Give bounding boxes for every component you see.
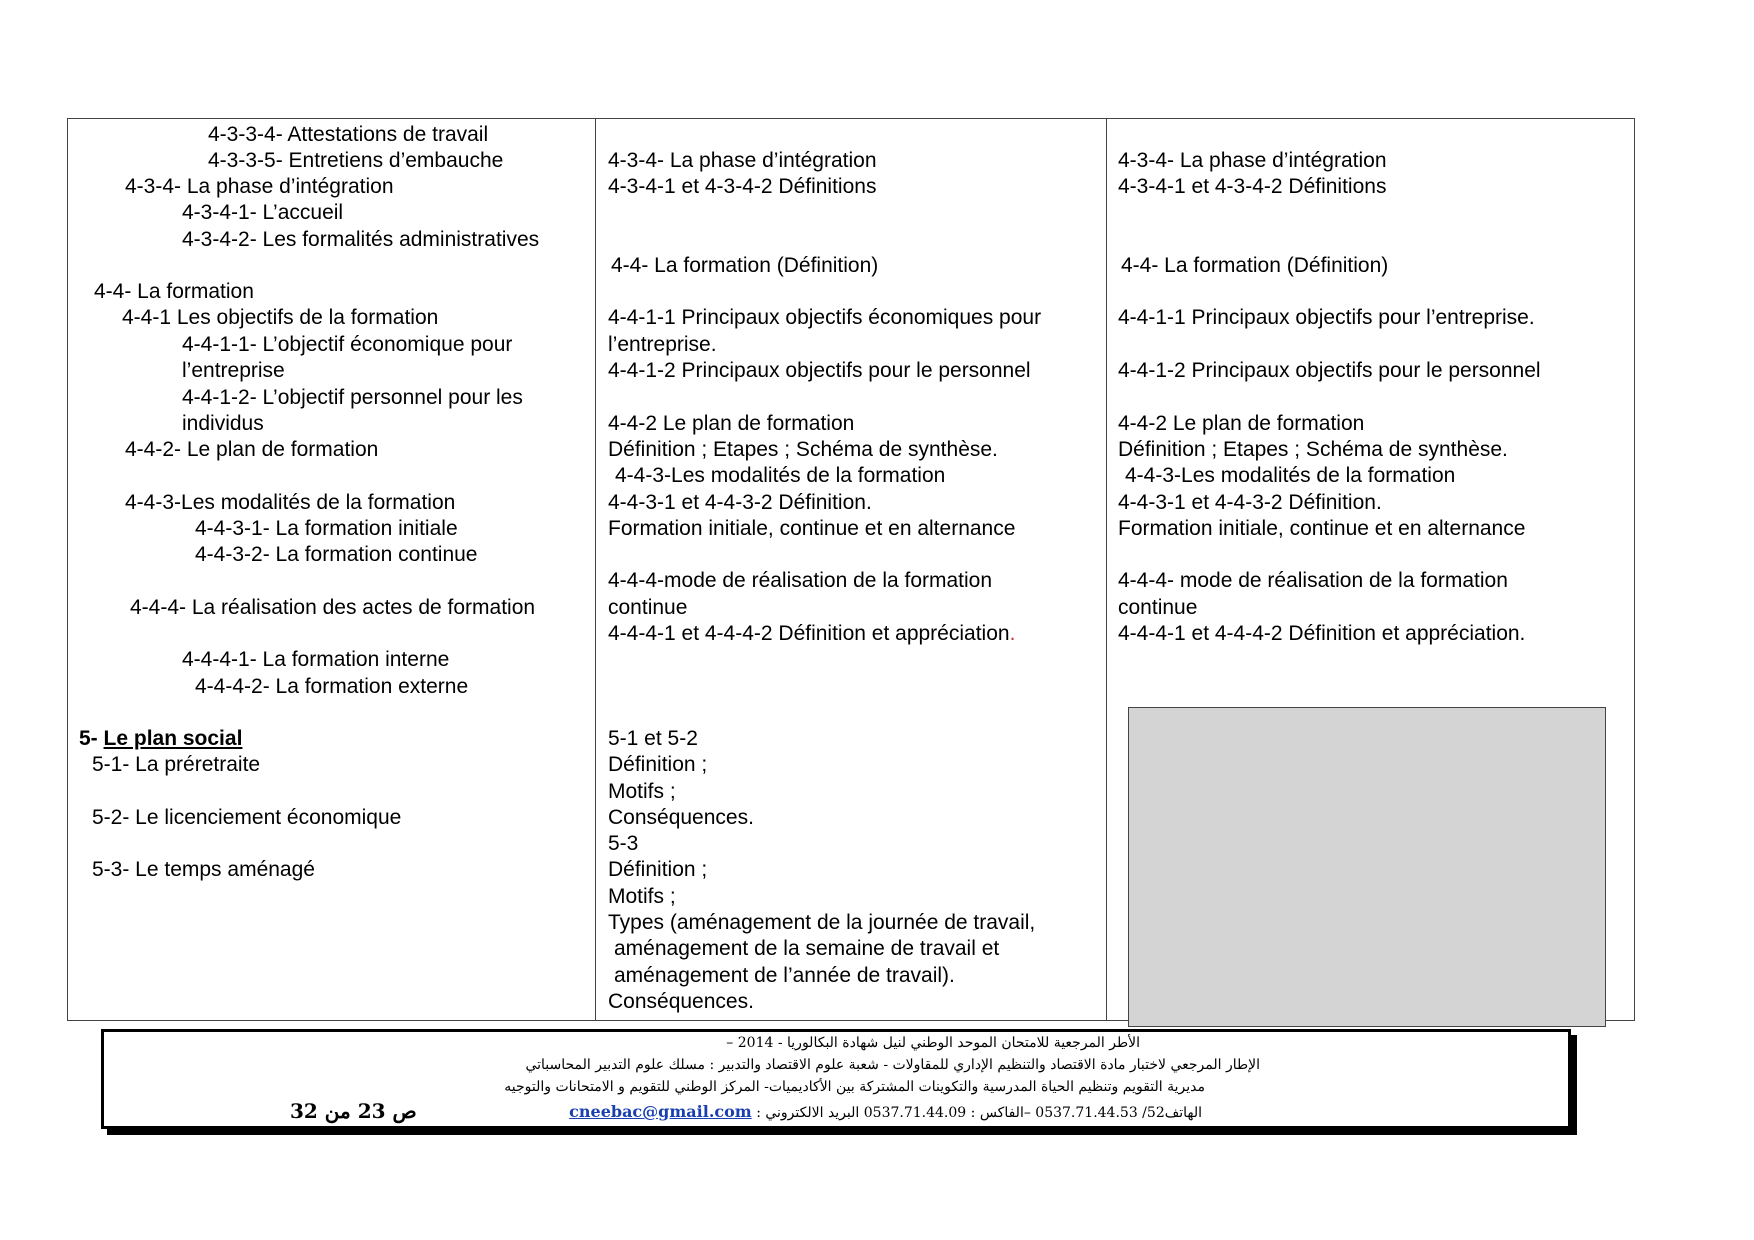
column-divider-1 <box>595 119 596 1020</box>
middle-line: 5-3 <box>608 832 639 855</box>
middle-line: 4-3-4- La phase d’intégration <box>608 149 877 172</box>
section-heading-plan-social <box>79 726 242 752</box>
left-line: 4-4-1-1- L’objectif économique pour <box>182 333 513 356</box>
middle-line: aménagement de la semaine de travail et <box>614 937 1000 960</box>
right-line: 4-4-4-1 et 4-4-4-2 Définition et appréciation. <box>1118 622 1526 645</box>
right-line: 4-4-2 Le plan de formation <box>1118 412 1365 435</box>
middle-line: Motifs ; <box>608 885 676 908</box>
left-line: 4-4-4-1- La formation interne <box>182 648 450 671</box>
right-line: 4-4-3-Les modalités de la formation <box>1125 464 1456 487</box>
right-line: 4-4- La formation (Définition) <box>1121 254 1389 277</box>
middle-line: continue <box>608 596 688 619</box>
left-line: l’entreprise <box>182 359 285 382</box>
middle-line: 4-4-1-2 Principaux objectifs pour le personnel <box>608 359 1031 382</box>
middle-line: Définition ; <box>608 858 708 881</box>
middle-line: Types (aménagement de la journée de travail, <box>608 911 1036 934</box>
right-line: 4-3-4- La phase d’intégration <box>1118 149 1387 172</box>
middle-line-appreciation <box>608 621 1015 647</box>
middle-line: 4-4-4-mode de réalisation de la formation <box>608 569 993 592</box>
middle-line: 5-1 et 5-2 <box>608 727 698 750</box>
section-title: Le plan social <box>103 727 243 750</box>
left-line: 4-3-3-5- Entretiens d’embauche <box>208 149 504 172</box>
right-line: 4-4-3-1 et 4-4-3-2 Définition. <box>1118 491 1382 514</box>
page-number: ص 23 من 32 <box>290 1099 417 1123</box>
column-divider-2 <box>1106 119 1107 1020</box>
left-line: 4-4-3-1- La formation initiale <box>195 517 458 540</box>
left-line: 5-2- Le licenciement économique <box>92 806 402 829</box>
middle-line: Formation initiale, continue et en alternance <box>608 517 1016 540</box>
right-line: Formation initiale, continue et en alternance <box>1118 517 1526 540</box>
middle-line: Définition ; Etapes ; Schéma de synthèse. <box>608 438 998 461</box>
left-line: 4-3-4-2- Les formalités administratives <box>182 228 540 251</box>
footer-contact <box>569 1103 1202 1122</box>
left-line: 4-4- La formation <box>94 280 254 303</box>
footer-line-directorate: مديرية التقويم وتنظيم الحياة المدرسية والتكوينات المشتركة بين الأكاديميات- المركز الوطني للتقويم و الامتحانات والتوجيه <box>504 1079 1205 1095</box>
middle-line-text: 4-4-4-1 et 4-4-4-2 Définition et appréciation <box>608 622 1010 645</box>
footer <box>101 1029 1571 1129</box>
right-line: 4-4-4- mode de réalisation de la formation <box>1118 569 1508 592</box>
middle-line: Motifs ; <box>608 780 676 803</box>
left-line: 4-4-1 Les objectifs de la formation <box>122 306 439 329</box>
left-line: 4-4-2- Le plan de formation <box>125 438 379 461</box>
left-line: 4-3-3-4- Attestations de travail <box>208 123 489 146</box>
left-line: 5-1- La préretraite <box>92 753 261 776</box>
middle-line: Définition ; <box>608 753 708 776</box>
footer-line-title: الأطر المرجعية للامتحان الموحد الوطني لنيل شهادة البكالوريا - 2014 – <box>726 1035 1140 1051</box>
right-line: 4-4-1-1 Principaux objectifs pour l’entreprise. <box>1118 306 1535 329</box>
middle-line: Conséquences. <box>608 806 754 829</box>
left-line: 4-4-3-Les modalités de la formation <box>125 491 456 514</box>
left-line: 4-3-4-1- L’accueil <box>182 201 344 224</box>
middle-line: Conséquences. <box>608 990 754 1013</box>
middle-line: 4-4-3-1 et 4-4-3-2 Définition. <box>608 491 872 514</box>
middle-line: 4-4-2 Le plan de formation <box>608 412 855 435</box>
left-line: 4-4-1-2- L’objectif personnel pour les <box>182 386 523 409</box>
right-line: 4-3-4-1 et 4-3-4-2 Définitions <box>1118 175 1387 198</box>
middle-line: aménagement de l’année de travail). <box>614 964 955 987</box>
middle-line: l’entreprise. <box>608 333 717 356</box>
email-link[interactable]: cneebac@gmail.com <box>569 1102 752 1121</box>
left-line: 5-3- Le temps aménagé <box>92 858 315 881</box>
middle-line: 4-4-1-1 Principaux objectifs économiques pour <box>608 306 1042 329</box>
content-table <box>67 118 1635 1021</box>
footer-line-subject: الإطار المرجعي لاختبار مادة الاقتصاد والتنظيم الإداري للمقاولات - شعبة علوم الاقتصاد والتدبير : مسلك علوم التدبير المحاسباتي <box>525 1057 1260 1073</box>
left-line: 4-3-4- La phase d’intégration <box>125 175 394 198</box>
footer-contact-text: الهاتف52/ 0537.71.44.53 –الفاكس : 0537.71.44.09 البريد الالكتروني : <box>756 1105 1202 1121</box>
left-line: 4-4-4- La réalisation des actes de formation <box>130 596 536 619</box>
middle-line: 4-4- La formation (Définition) <box>611 254 879 277</box>
redaction-gray-box <box>1128 707 1606 1027</box>
left-line: 4-4-3-2- La formation continue <box>195 543 478 566</box>
left-line: 4-4-4-2- La formation externe <box>195 675 469 698</box>
right-line: continue <box>1118 596 1198 619</box>
right-line: Définition ; Etapes ; Schéma de synthèse. <box>1118 438 1508 461</box>
period-mark: . <box>1009 622 1016 645</box>
middle-line: 4-4-3-Les modalités de la formation <box>615 464 946 487</box>
middle-line: 4-3-4-1 et 4-3-4-2 Définitions <box>608 175 877 198</box>
section-number: 5- <box>79 727 98 750</box>
right-line: 4-4-1-2 Principaux objectifs pour le personnel <box>1118 359 1541 382</box>
left-line: individus <box>182 412 264 435</box>
